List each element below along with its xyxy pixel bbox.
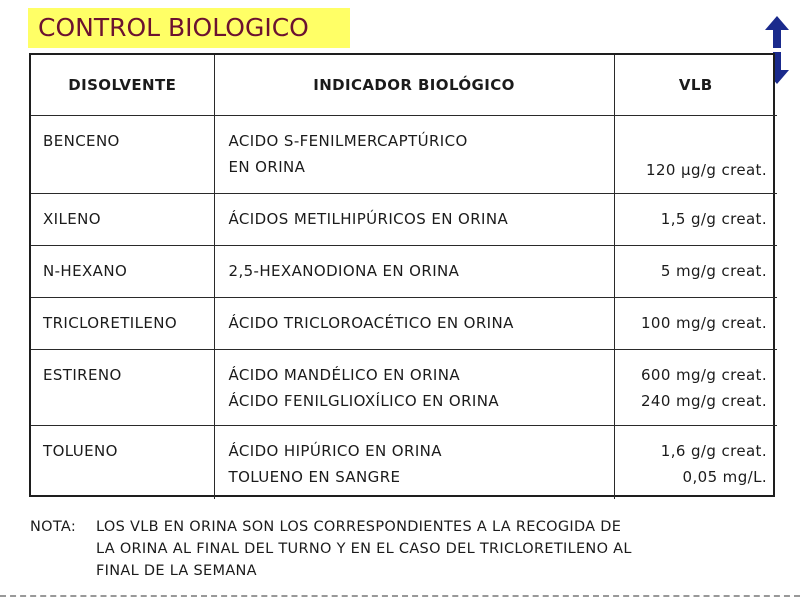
vlb-value: 240 mg/g creat.	[640, 391, 767, 410]
biological-control-table	[29, 53, 775, 497]
vlb-value: 1,5 g/g creat.	[660, 209, 767, 228]
arrow-up-icon[interactable]	[762, 14, 792, 50]
indicator-text: TOLUENO EN SANGRE	[228, 467, 401, 486]
indicator-text: ACIDO S-FENILMERCAPTÚRICO	[228, 131, 468, 150]
indicator-text: 2,5-HEXANODIONA EN ORINA	[228, 261, 460, 280]
solvent-name: TOLUENO	[43, 441, 118, 460]
solvent-name: TRICLORETILENO	[43, 313, 178, 332]
table-row	[31, 349, 777, 425]
indicator-text: EN ORINA	[228, 157, 306, 176]
solvent-name: BENCENO	[43, 131, 120, 150]
indicator-text: ÁCIDO FENILGLIOXÍLICO EN ORINA	[228, 391, 500, 410]
vlb-cell	[614, 115, 777, 193]
indicator-cell	[214, 297, 614, 349]
vlb-value: 1,6 g/g creat.	[660, 441, 767, 460]
solvent-name: N-HEXANO	[43, 261, 128, 280]
vlb-value: 0,05 mg/L.	[682, 467, 767, 486]
vlb-value: 600 mg/g creat.	[640, 365, 767, 384]
footnote-line: LA ORINA AL FINAL DEL TURNO Y EN EL CASO DEL TRICLORETILENO AL	[96, 541, 632, 557]
table-row	[31, 297, 777, 349]
header-solvent: DISOLVENTE	[31, 55, 214, 115]
footnote-line: FINAL DE LA SEMANA	[96, 563, 257, 579]
footnote-line: LOS VLB EN ORINA SON LOS CORRESPONDIENTES A LA RECOGIDA DE	[96, 519, 622, 535]
page-title: CONTROL BIOLOGICO	[28, 8, 350, 48]
vlb-value: 100 mg/g creat.	[640, 313, 767, 332]
vlb-cell	[614, 245, 777, 297]
indicator-text: ÁCIDO TRICLOROACÉTICO EN ORINA	[228, 313, 514, 332]
vlb-cell	[614, 193, 777, 245]
indicator-cell	[214, 425, 614, 499]
header-vlb: VLB	[614, 55, 777, 115]
indicator-text: ÁCIDO MANDÉLICO EN ORINA	[228, 365, 461, 384]
solvent-cell	[31, 193, 214, 245]
table-row	[31, 245, 777, 297]
vlb-cell	[614, 349, 777, 425]
bottom-divider	[0, 595, 800, 597]
solvent-cell	[31, 349, 214, 425]
indicator-cell	[214, 245, 614, 297]
vlb-value: 5 mg/g creat.	[660, 261, 767, 280]
indicator-text: ÁCIDOS METILHIPÚRICOS EN ORINA	[228, 209, 509, 228]
solvent-cell	[31, 297, 214, 349]
solvent-name: XILENO	[43, 209, 101, 228]
footnote	[30, 516, 790, 582]
solvent-cell	[31, 245, 214, 297]
table-row	[31, 193, 777, 245]
indicator-cell	[214, 349, 614, 425]
table-row	[31, 425, 777, 499]
table-row	[31, 115, 777, 193]
indicator-text: ÁCIDO HIPÚRICO EN ORINA	[228, 441, 442, 460]
footnote-label: NOTA:	[30, 519, 77, 535]
indicator-cell	[214, 193, 614, 245]
header-indicator: INDICADOR BIOLÓGICO	[214, 55, 614, 115]
solvent-cell	[31, 425, 214, 499]
vlb-value: 120 µg/g creat.	[646, 160, 767, 179]
table-header-row	[31, 55, 777, 115]
solvent-name: ESTIRENO	[43, 365, 122, 384]
vlb-cell	[614, 297, 777, 349]
indicator-cell	[214, 115, 614, 193]
vlb-cell	[614, 425, 777, 499]
solvent-cell	[31, 115, 214, 193]
